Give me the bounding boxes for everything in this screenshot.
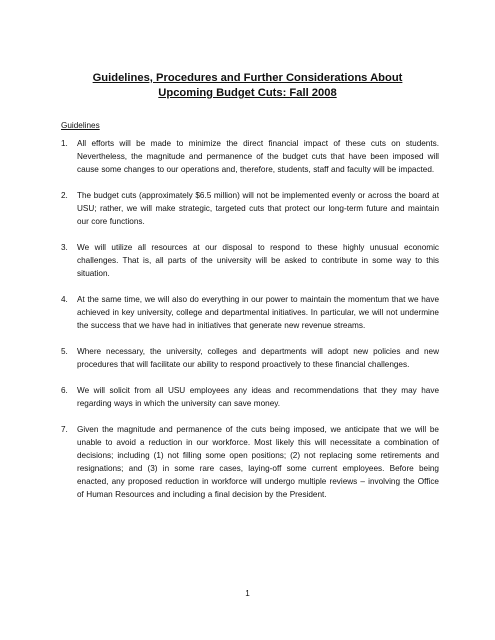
item-text: All efforts will be made to minimize the direct financial impact of these cuts on students. Nevertheless, the magnitude and permanence of the budget cuts that have been imposed will cause some changes to our operations and, therefore, students, staff and faculty will be impacted. bbox=[77, 139, 439, 174]
item-number: 6. bbox=[61, 386, 68, 395]
item-text: Where necessary, the university, colleges and departments will adopt new policies and new procedures that will facilitate our ability to respond proactively to these financial challenges. bbox=[77, 347, 439, 369]
item-text: We will solicit from all USU employees any ideas and recommendations that they may have regarding ways in which the university can save money. bbox=[77, 386, 439, 408]
document-title bbox=[0, 71, 495, 101]
list-item bbox=[61, 293, 439, 332]
guidelines-list bbox=[61, 137, 439, 514]
list-item bbox=[61, 384, 439, 410]
item-text: We will utilize all resources at our disposal to respond to these highly unusual economic challenges. That is, all parts of the university will be asked to contribute in some way to this situation. bbox=[77, 243, 439, 278]
title-line-1: Guidelines, Procedures and Further Considerations About bbox=[92, 72, 403, 84]
item-number: 1. bbox=[61, 139, 68, 148]
item-number: 7. bbox=[61, 425, 68, 434]
list-item bbox=[61, 345, 439, 371]
item-number: 4. bbox=[61, 295, 68, 304]
list-item bbox=[61, 189, 439, 228]
list-item bbox=[61, 241, 439, 280]
item-number: 2. bbox=[61, 191, 68, 200]
section-heading: Guidelines bbox=[61, 121, 100, 130]
item-number: 5. bbox=[61, 347, 68, 356]
item-text: At the same time, we will also do everything in our power to maintain the momentum that we have achieved in key university, college and departmental initiatives. In particular, we will not undermine the success that we have had in initiatives that generate new revenue streams. bbox=[77, 295, 439, 330]
item-text: Given the magnitude and permanence of the cuts being imposed, we anticipate that we will be unable to avoid a reduction in our workforce. Most likely this will necessitate a combination of decisions; including (1) not filling some open positions; (2) not replacing some retirements and resignations; and (3) in some rare cases, laying-off some current employees. Before being enacted, any proposed reduction in workforce will undergo multiple reviews – involving the Office of Human Resources and including a final decision by the President. bbox=[77, 425, 439, 499]
item-number: 3. bbox=[61, 243, 68, 252]
list-item bbox=[61, 137, 439, 176]
title-line-2: Upcoming Budget Cuts: Fall 2008 bbox=[158, 87, 337, 99]
item-text: The budget cuts (approximately $6.5 million) will not be implemented evenly or across the board at USU; rather, we will make strategic, targeted cuts that protect our long-term future and maintain our core functions. bbox=[77, 191, 439, 226]
list-item bbox=[61, 423, 439, 501]
page-number: 1 bbox=[245, 589, 250, 598]
